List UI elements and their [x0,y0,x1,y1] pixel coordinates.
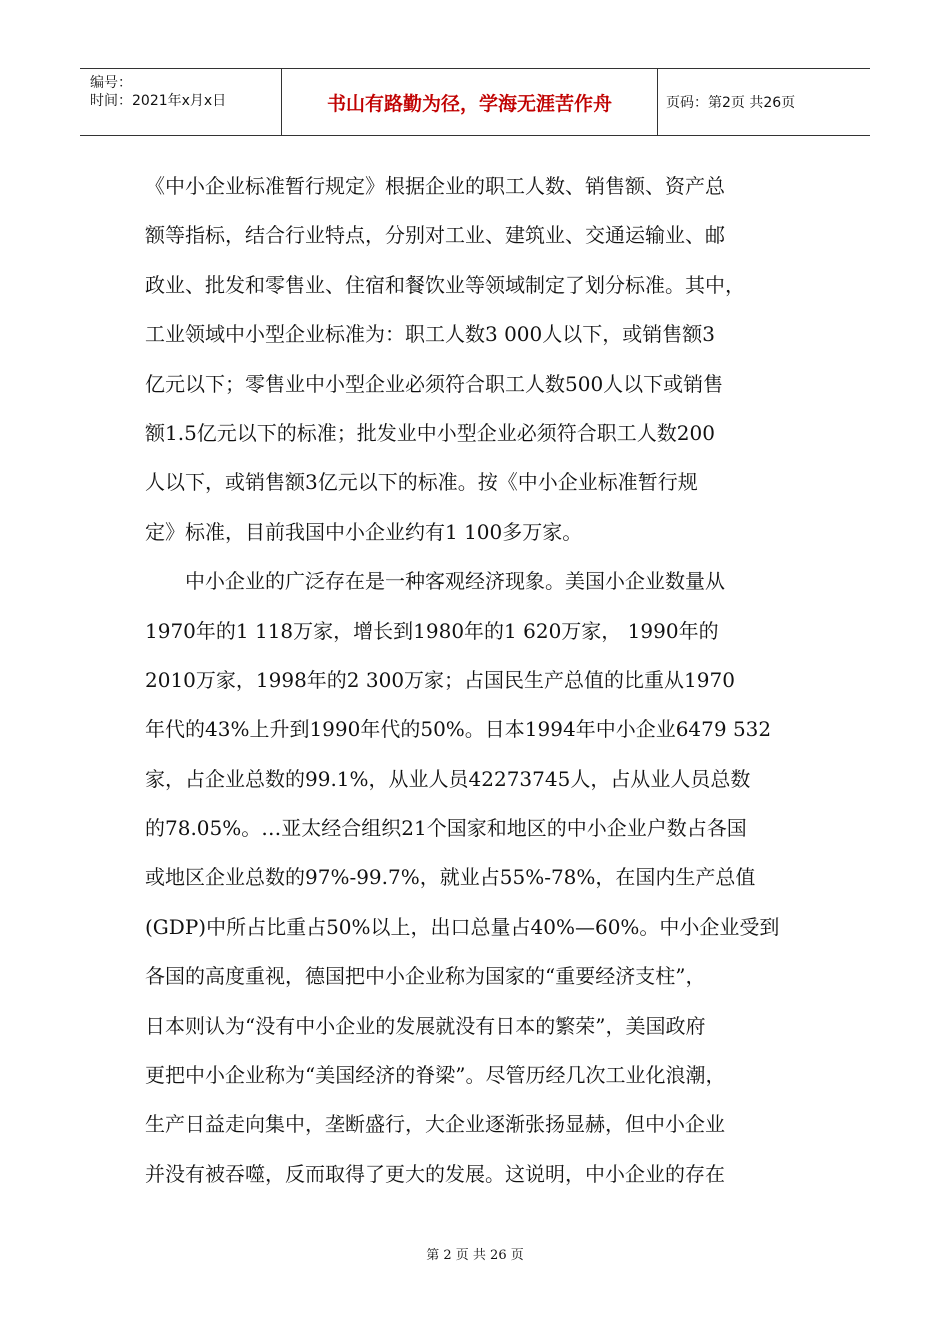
document-body [145,166,805,1203]
document-time-label: 时间：2021年x月x日 [90,93,227,109]
header-page-info: 页码：第2页 共26页 [666,95,796,111]
body-line: 2010万家，1998年的2 300万家；占国民生产总值的比重从1970 [145,667,735,692]
motto-text: 书山有路勤为径，学海无涯苦作舟 [326,92,612,115]
body-line: 并没有被吞噬，反而取得了更大的发展。这说明，中小企业的存在 [145,1161,725,1186]
body-line: 或地区企业总数的97%-99.7%，就业占55%-78%，在国内生产总值 [145,865,756,890]
body-line: 《中小企业标准暂行规定》根据企业的职工人数、销售额、资产总 [145,174,725,198]
body-line: 工业领域中小型企业标准为：职工人数3 000人以下，或销售额3 [145,322,715,347]
body-line: 更把中小企业称为“美国经济的脊梁”。尽管历经几次工业化浪潮， [145,1063,726,1088]
body-line: 的78.05%。…亚太经合组织21个国家和地区的中小企业户数占各国 [145,816,747,841]
page-header [80,68,870,136]
body-line: 日本则认为“没有中小企业的发展就没有日本的繁荣”，美国政府 [145,1013,706,1038]
body-line: 生产日益走向集中，垄断盛行，大企业逐渐张扬显赫，但中小企业 [145,1112,725,1137]
page-footer: 第 2 页 共 26 页 [426,1248,524,1263]
body-line: 人以下，或销售额3亿元以下的标准。按《中小企业标准暂行规 [145,470,698,495]
body-line: 额等指标，结合行业特点，分别对工业、建筑业、交通运输业、邮 [145,223,725,248]
body-line: 1970年的1 118万家，增长到1980年的1 620万家， 1990年的 [145,618,719,643]
body-line: 额1.5亿元以下的标准；批发业中小型企业必须符合职工人数200 [145,420,715,445]
body-line: 政业、批发和零售业、住宿和餐饮业等领域制定了划分标准。其中， [145,272,745,297]
body-line: 中小企业的广泛存在是一种客观经济现象。美国小企业数量从 [185,569,725,594]
body-line: 亿元以下；零售业中小型企业必须符合职工人数500人以下或销售 [145,371,724,396]
body-line: 定》标准，目前我国中小企业约有1 100多万家。 [145,519,583,544]
body-line: (GDP)中所占比重占50%以上，出口总量占40%—60%。中小企业受到 [145,914,780,939]
body-line: 年代的43%上升到1990年代的50%。日本1994年中小企业6479 532 [145,717,772,742]
header-motto-cell [282,69,658,135]
document-code-label: 编号： [90,75,132,91]
header-meta [80,69,282,135]
body-line: 各国的高度重视，德国把中小企业称为国家的“重要经济支柱”， [145,964,706,989]
body-line: 家，占企业总数的99.1%，从业人员42273745人，占从业人员总数 [145,766,751,791]
